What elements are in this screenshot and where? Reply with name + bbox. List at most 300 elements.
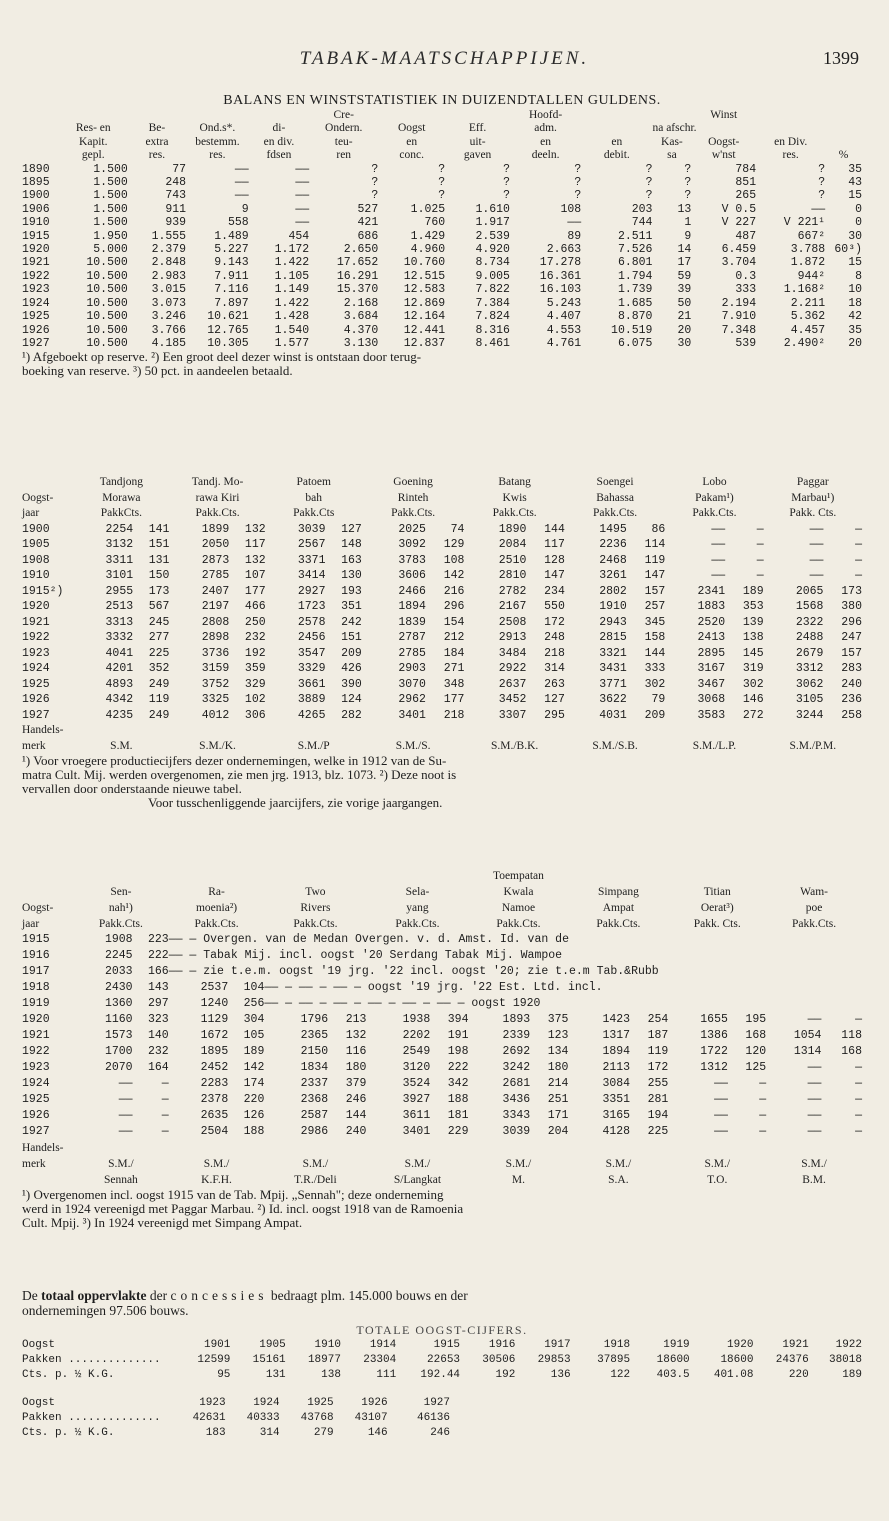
table-cell: 22653 [427,1354,461,1366]
prod2-note-3: Cult. Mpij. ³) In 1924 vereenigd met Simpang Ampat. [22,1215,303,1230]
table-cell: 1916 [488,1339,516,1351]
prod2-row [22,1060,862,1076]
table-cell: 1.149 [274,283,310,297]
table-cell: 4.407 [546,310,582,324]
table-cell: — [855,1077,862,1090]
table-cell: 189 [243,1045,265,1058]
column-header: Bahassa [596,491,634,504]
table-cell: 7.910 [721,310,757,324]
table-cell: 12.837 [403,336,446,350]
table-cell: 7.384 [475,296,510,310]
balans-row [22,297,862,310]
column-header [22,475,73,491]
table-cell: 1.489 [214,229,249,243]
prod1-row [22,630,862,646]
balans-row [22,189,862,202]
table-cell: 144 [644,646,666,660]
column-header [22,122,59,135]
table-cell: 119 [644,553,666,567]
table-cell: 134 [547,1045,569,1058]
column-header: PakkCts. [100,507,142,519]
prod2-row [22,980,862,996]
table-cell: 209 [341,646,362,660]
table-cell: 40333 [246,1412,280,1424]
column-header [22,136,59,149]
table-cell: 2065 [795,584,824,598]
prod1-row [22,615,862,631]
table-cell: 13 [677,202,692,216]
handelsmerk-cell: S.M./ [108,1158,134,1170]
column-header: jaar [22,507,40,519]
table-cell: 1923 [22,646,50,660]
column-header: Two [305,886,326,898]
table-cell: 3752 [201,677,230,691]
totale-row [22,1396,450,1411]
table-cell: 192 [495,1369,516,1381]
table-cell: 2637 [498,677,527,691]
table-cell: 390 [341,677,362,691]
column-header [169,868,265,884]
table-cell: 1905 [259,1339,286,1351]
column-header: Paggar [796,476,829,488]
table-span-cell: —— — —— — —— — oogst '19 jrg. '22 Est. Ltd. incl. [264,981,603,994]
column-header: Cre- [333,109,354,121]
table-cell: 3.246 [151,310,187,324]
column-header [128,109,186,122]
table-cell: 3431 [599,662,627,675]
table-cell: 3927 [402,1093,431,1106]
table-cell: 255 [647,1077,669,1090]
table-cell: 2.194 [721,296,757,310]
column-header: Pakk.Cts. [496,918,541,930]
table-cell: 1901 [203,1339,231,1351]
table-cell: 154 [443,615,465,629]
table-cell: 1890 [498,522,527,536]
handelsmerk-row [22,1156,862,1172]
table-cell: 1655 [700,1013,728,1026]
table-cell: 1926 [22,693,50,706]
table-cell: 333 [735,283,757,297]
table-cell: 218 [443,708,465,722]
table-cell: —— [711,538,726,551]
table-cell: 111 [376,1369,397,1381]
table-cell: —— [807,1077,822,1090]
table-cell: 3312 [795,662,824,675]
table-cell: 4041 [105,646,134,660]
table-cell: 16.103 [539,283,582,297]
table-cell: 1923 [199,1397,226,1409]
column-header: Ra- [208,886,225,898]
column-header [59,109,128,122]
column-header: Pakk.Cts. [195,507,240,519]
column-header [186,109,249,122]
table-cell: 242 [341,615,362,629]
column-header: Kwis [502,491,527,504]
column-header: gepl. [81,149,105,162]
table-cell: ? [684,176,692,190]
table-cell: 130 [341,569,362,582]
table-cell: 2.490² [783,336,826,350]
table-cell: 277 [148,631,170,644]
table-cell: 1.685 [617,296,653,310]
table-cell: —— [807,1093,822,1106]
table-cell: 1915 [22,229,50,243]
table-cell: 194 [647,1109,669,1122]
table-cell: 3307 [498,708,527,722]
table-cell: ? [684,162,692,176]
table-cell: 1916 [22,949,50,962]
table-cell: 1895 [22,176,50,190]
column-header: Rivers [300,902,331,914]
table-cell: 2236 [599,538,627,551]
table-cell: 1908 [22,553,50,567]
table-cell: 2430 [104,981,133,994]
table-cell: 1.500 [93,189,128,203]
column-header: Batang [498,476,531,488]
table-cell: 3371 [297,553,326,567]
column-header: w'nst [711,149,736,162]
balans-note-2: boeking van reserve. ³) 50 pct. in aandeelen betaald. [22,363,293,379]
table-cell: 240 [345,1125,367,1138]
table-cell: 180 [345,1061,367,1074]
prod1-header-row [22,491,862,507]
column-header: Pakk.Cts. [593,507,638,519]
table-cell: 1894 [398,600,426,613]
table-cell: 1894 [602,1045,631,1058]
table-cell: 131 [148,553,170,567]
table-cell: 151 [341,631,362,644]
table-cell: 2025 [398,522,426,536]
column-header [22,149,59,162]
table-cell: 2810 [498,569,527,582]
balans-row [22,324,862,337]
table-cell: 2927 [297,584,326,598]
table-cell: 319 [742,662,764,675]
table-cell: 4342 [105,693,134,706]
table-cell: 1.950 [93,229,128,243]
table-cell: 1900 [22,522,50,536]
table-cell: 127 [341,522,362,536]
column-header: conc. [399,149,425,162]
table-cell: 5.000 [93,243,128,257]
table-cell: 173 [841,584,862,598]
table-cell: 2537 [200,981,229,994]
table-cell: 246 [345,1093,367,1106]
table-cell: 120 [745,1045,767,1058]
table-cell: 3401 [398,708,426,722]
balans-row [22,163,862,176]
table-cell: 2368 [300,1093,329,1106]
prod1-row [22,646,862,662]
column-header [766,868,862,884]
table-cell: 281 [647,1093,669,1106]
table-cell: 2922 [498,662,527,675]
table-cell: 2.983 [151,269,187,283]
column-header: en [611,135,623,148]
table-cell: 35 [848,323,862,337]
handelsmerk-cell: S.M./S. [395,739,431,752]
table-cell: 2520 [697,615,726,629]
table-cell: 2339 [502,1029,531,1042]
handelsmerk-cell: S.M./ [605,1158,632,1170]
table-cell: 2468 [599,553,627,567]
table-cell: 3092 [398,538,426,551]
column-header: fdsen [266,149,292,162]
column-header: Hoofd- [528,109,563,121]
table-cell: 466 [244,600,266,613]
table-cell: 2413 [697,631,726,644]
prod2-row [22,948,862,964]
column-header: di- [272,122,286,135]
table-cell: 132 [244,522,266,536]
table-cell: —— [711,553,726,567]
table-cell: 2510 [498,553,527,567]
table-cell: 851 [735,176,757,190]
table-cell: 157 [841,646,862,660]
column-header [22,868,73,884]
table-cell: 7.824 [475,310,510,324]
handelsmerk-cell: S.A. [608,1174,629,1186]
table-cell: 394 [447,1013,469,1026]
table-cell: 3.684 [343,310,379,324]
table-cell: 2050 [201,538,230,551]
table-cell: 359 [244,662,266,675]
table-cell: 3436 [502,1093,531,1106]
prod2-row [22,996,862,1012]
table-cell: 1927 [22,1125,50,1138]
column-header: Rinteh [397,491,429,504]
table-cell: — [756,538,764,551]
table-cell: 119 [148,693,170,706]
table-cell: 17 [677,256,692,270]
table-cell: 158 [644,631,666,644]
balans-row [22,243,862,256]
table-cell: 2341 [697,584,726,598]
table-cell: 1890 [22,162,50,176]
column-header: teu- [334,135,353,148]
table-cell: 251 [547,1093,569,1106]
table-cell: —— [567,216,582,230]
opp-bold-term: totaal oppervlakte [41,1288,147,1303]
table-cell: 3105 [795,693,824,706]
prod2-row [22,1092,862,1108]
column-header: debit. [603,149,630,162]
table-cell: — [756,522,764,536]
table-cell: ? [574,176,582,190]
totale-table-2 [22,1396,450,1441]
table-cell: 247 [841,631,862,644]
table-cell: 7.897 [214,296,249,310]
table-cell: 3401 [402,1125,431,1138]
table-cell: 3167 [697,662,726,675]
table-cell: 12.441 [403,323,446,337]
table-cell: 1.025 [410,202,446,216]
table-cell: — [855,1125,862,1138]
table-cell: 1919 [663,1339,690,1351]
table-cell: 258 [841,708,862,722]
table-span-cell: —— — zie t.e.m. oogst '19 jrg. '22 incl. oogst '20; zie t.e.m Tab.&Rubb [168,965,659,978]
table-cell: — [855,1109,862,1122]
table-cell: 168 [745,1029,767,1042]
column-header: Sela- [405,886,430,898]
table-cell: — [759,1109,767,1122]
table-cell: 1.105 [274,269,310,283]
table-cell: 2456 [297,631,326,644]
table-cell: 2150 [300,1045,329,1058]
table-cell: 59 [677,269,692,283]
table-cell: —— [714,1109,728,1122]
table-cell: 50 [677,296,692,310]
table-cell: 4128 [602,1125,631,1138]
table-cell: ? [645,162,653,176]
column-header: poe [805,902,823,914]
table-cell: 1883 [697,600,726,613]
handelsmerk-cell: S.M./ [203,1158,230,1170]
table-cell: 2084 [498,538,527,551]
table-cell: 193 [341,584,362,598]
table-cell: 1054 [793,1029,822,1042]
table-cell: 539 [735,336,757,350]
prod1-note-1: ¹) Voor vroegere productiecijfers dezer ondernemingen, welke in 1912 van de Su- [22,753,447,768]
table-cell: 1495 [599,522,627,536]
table-cell: 147 [644,569,666,582]
handelsmerk-cell: T.O. [707,1174,728,1186]
table-cell: 1924 [22,296,50,310]
table-cell: 3311 [105,553,134,567]
table-cell: 1573 [104,1029,133,1042]
table-cell: 1.610 [475,202,510,216]
column-header: bah [305,491,323,504]
column-header [581,109,652,122]
table-cell: — [161,1093,169,1106]
table-cell: 1938 [402,1013,431,1026]
table-cell: 30506 [482,1354,516,1366]
table-cell: 10.519 [611,323,653,337]
table-cell: — [759,1125,767,1138]
table-cell: 3.704 [721,256,757,270]
column-header: Ampat [602,902,635,914]
table-cell: 3.766 [151,323,187,337]
oppervlakte-line-2: ondernemingen 97.506 bouws. [22,1303,189,1318]
table-cell: 10.621 [207,310,249,324]
table-span-cell: —— — Overgen. van de Medan Overgen. v. d. Amst. Id. van de [168,933,569,946]
totale-oogst-section [22,1322,862,1441]
table-cell: 23304 [363,1354,397,1366]
table-cell: 3329 [297,662,326,675]
table-cell: 10.305 [207,336,249,350]
table-cell: —— [295,162,310,176]
table-cell: 760 [424,216,446,230]
table-cell: 3062 [795,677,824,691]
column-header: Oogst- [22,491,54,504]
table-cell: 24376 [775,1354,809,1366]
table-cell: ? [645,176,653,190]
table-cell: 282 [341,708,362,722]
prod2-header-row [22,900,862,916]
table-cell: ? [438,176,446,190]
column-header: Pakam¹) [695,491,734,504]
prod1-row [22,553,862,569]
table-cell: 1568 [795,600,824,613]
table-cell: 29853 [537,1354,571,1366]
table-cell: 183 [205,1427,226,1439]
table-cell: 2913 [498,631,527,644]
table-cell: 1914 [369,1339,397,1351]
table-cell: 1924 [22,1077,50,1090]
prod1-note-3: vervallen door onderstaande nieuwe tabel. [22,781,242,796]
table-cell: 10.500 [86,296,128,310]
table-cell: 1.500 [93,216,128,230]
table-cell: 132 [244,553,266,567]
table-cell: 1925 [307,1397,334,1409]
table-cell: 1925 [22,677,50,691]
table-cell: 4265 [297,708,326,722]
table-cell: 220 [243,1093,265,1106]
column-header: Ond.s*. [199,122,236,135]
table-cell: 1.540 [274,323,310,337]
table-cell: 188 [243,1125,265,1138]
table-cell: 2197 [201,600,230,613]
totale-title: TOTALE OOGST-CIJFERS. [356,1323,528,1337]
balans-note-1: ¹) Afgeboekt op reserve. ²) Een groot deel dezer winst is ontstaan door terug- [22,349,422,365]
column-header: uit- [469,135,486,148]
table-cell: 171 [547,1109,569,1122]
table-cell: 1917 [22,965,50,978]
table-cell: 4.960 [410,243,446,257]
table-cell: 3321 [599,646,627,660]
table-cell: 248 [544,631,565,644]
table-cell: 249 [148,708,170,722]
table-cell: 2635 [200,1109,229,1122]
table-cell: 246 [430,1427,450,1439]
column-header: Oerat³) [700,902,734,914]
table-cell: 131 [265,1369,286,1381]
prod1-row [22,708,862,724]
handelsmerk-cell: Sennah [103,1174,138,1186]
table-cell: 139 [742,615,764,629]
table-cell: 1922 [22,269,50,283]
handelsmerk-cell: B.M. [802,1174,826,1186]
table-cell: 272 [742,708,764,722]
table-cell: 140 [147,1029,169,1042]
table-cell: 1927 [423,1397,450,1409]
table-cell: Cts. p. ½ K.G. [22,1369,115,1381]
column-header: Ondern. [325,122,363,135]
running-header [0,48,889,78]
table-cell: 119 [647,1045,669,1058]
table-cell: 1722 [700,1045,728,1058]
handelsmerk-cell: S.M./ [704,1158,731,1170]
table-cell: ? [574,162,582,176]
table-cell: 1927 [22,708,50,722]
table-cell: 3452 [498,693,527,706]
table-cell: 225 [647,1125,669,1138]
table-cell: 667² [797,229,826,243]
prod2-row [22,1012,862,1028]
table-cell: 297 [147,997,169,1010]
column-header: jaar [22,918,40,930]
column-header: Lobo [702,476,727,488]
table-cell: 3343 [502,1109,531,1122]
table-cell: — [855,1061,862,1074]
table-cell: 214 [547,1077,569,1090]
table-cell: 323 [147,1013,169,1026]
column-header [668,868,766,884]
table-cell: 944² [797,269,826,283]
table-cell: — [759,1077,767,1090]
table-cell: 129 [443,538,465,551]
table-cell: 3889 [297,693,326,706]
